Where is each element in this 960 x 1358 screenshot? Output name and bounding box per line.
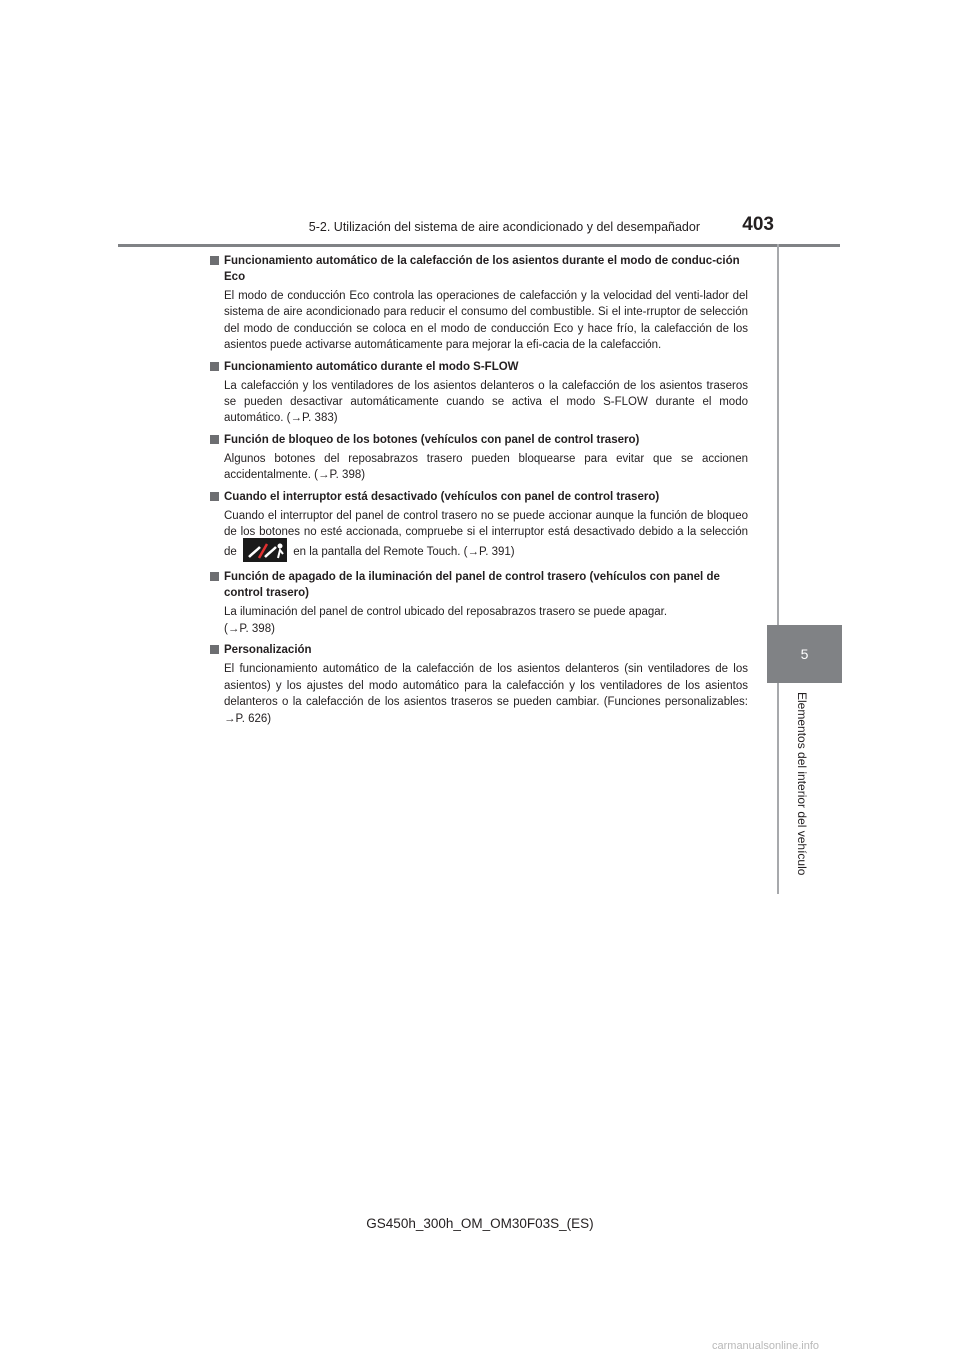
- chapter-title: Elementos del interior del vehículo: [795, 692, 809, 876]
- watermark: carmanualsonline.info: [712, 1340, 820, 1352]
- section-body: El funcionamiento automático de la calefacción de los asientos delanteros (sin ventiladores de los asientos) y los ajustes del modo automático para la calefacción y los ventiladores de los asientos delanteros o la calefacción de los asientos traseros se pueden cambiar. (Funciones personalizables: →P. 626): [224, 663, 748, 725]
- manual-code: GS450h_300h_OM_OM30F03S_(ES): [366, 1216, 594, 1231]
- section-body: La calefacción y los ventiladores de los asientos delanteros o la calefacción de los asientos traseros se pueden desactivar automáticamente cuando se activa el modo S-FLOW durante el modo automático. (→P. 383): [224, 379, 748, 425]
- square-bullet-icon: [210, 435, 219, 444]
- square-bullet-icon: [210, 256, 219, 265]
- header-rule: [118, 244, 840, 247]
- square-bullet-icon: [210, 492, 219, 501]
- section-eco-mode: [210, 253, 748, 354]
- section-switch-off: [210, 489, 748, 565]
- page-content: [210, 253, 748, 732]
- square-bullet-icon: [210, 572, 219, 581]
- chapter-number: 5: [800, 646, 809, 662]
- section-title: 5-2. Utilización del sistema de aire acondicionado y del desempañador: [308, 220, 700, 234]
- section-body: Algunos botones del reposabrazos trasero pueden bloquearse para evitar que se accionen accidentalmente. (→P. 398): [224, 452, 748, 482]
- chapter-tab: [767, 625, 842, 683]
- section-heading: Función de apagado de la iluminación del panel de control trasero (vehículos con panel de control trasero): [210, 569, 748, 601]
- section-button-lock: [210, 432, 748, 484]
- page-number: 403: [742, 214, 774, 235]
- section-customization: [210, 642, 748, 727]
- side-rule: [777, 244, 779, 894]
- section-heading: Función de bloqueo de los botones (vehículos con panel de control trasero): [210, 432, 748, 448]
- rear-seat-switch-off-icon: [243, 538, 287, 562]
- section-heading: Funcionamiento automático durante el modo S-FLOW: [210, 359, 748, 375]
- section-heading: Personalización: [210, 642, 748, 658]
- section-body: El modo de conducción Eco controla las operaciones de calefacción y la velocidad del venti-lador del sistema de aire acondicionado para reducir el consumo del combustible. Si el inte-rruptor de selección del modo de conducción se coloca en el modo de conducción Eco y hace frío, la calefacción de los asientos puede activarse automáticamente para mejorar la efi-cacia de la calefacción.: [224, 290, 748, 352]
- section-body: Cuando el interruptor del panel de control trasero no se puede accionar aunque la función de bloqueo de los botones no esté accionada, compruebe si el interruptor está desactivado debido a la selección de en la pantalla del Remote Touch. (→P. 391): [210, 508, 748, 565]
- section-illumination-off: [210, 569, 748, 637]
- section-s-flow: [210, 359, 748, 427]
- square-bullet-icon: [210, 362, 219, 371]
- square-bullet-icon: [210, 645, 219, 654]
- section-heading: Funcionamiento automático de la calefacción de los asientos durante el modo de conduc-ción Eco: [210, 253, 748, 285]
- section-heading: Cuando el interruptor está desactivado (vehículos con panel de control trasero): [210, 489, 748, 505]
- section-body: La iluminación del panel de control ubicado del reposabrazos trasero se puede apagar. (→P. 398): [224, 606, 668, 635]
